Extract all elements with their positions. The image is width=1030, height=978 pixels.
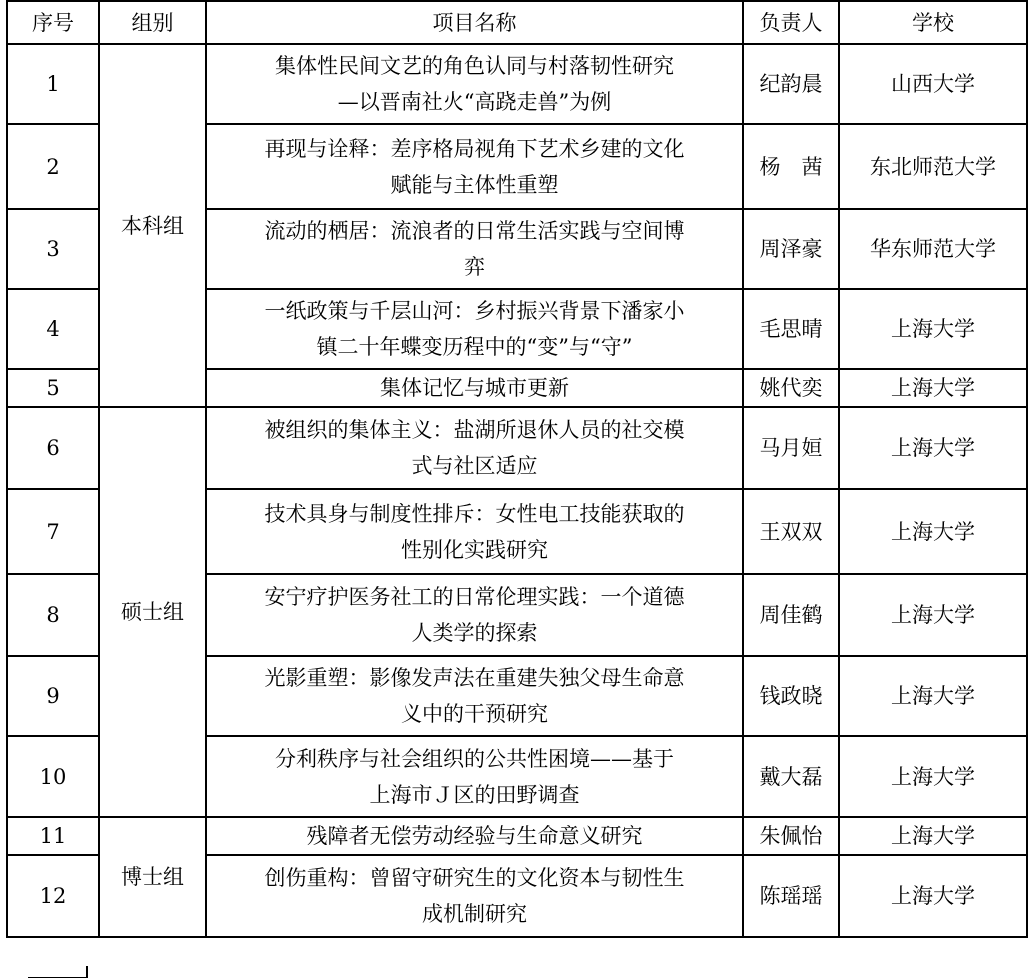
school: 上海大学 — [839, 369, 1027, 407]
project-leader: 戴大磊 — [743, 736, 839, 817]
project-name-line: 集体性民间文艺的角色认同与村落韧性研究 — [275, 54, 674, 78]
project-name-line: 安宁疗护医务社工的日常伦理实践：一个道德 — [264, 585, 685, 609]
header-project-name: 项目名称 — [206, 1, 743, 44]
school: 上海大学 — [839, 855, 1027, 937]
row-number: 11 — [7, 817, 99, 855]
project-name: 残障者无偿劳动经验与生命意义研究 — [206, 817, 743, 855]
project-name-line: 式与社区适应 — [411, 454, 538, 478]
row-number: 5 — [7, 369, 99, 407]
project-name — [206, 855, 743, 937]
project-name — [206, 407, 743, 489]
project-name-line: 上海市Ｊ区的田野调查 — [369, 782, 580, 807]
project-name-line: 弈 — [464, 255, 485, 279]
project-leader: 王双双 — [743, 489, 839, 574]
header-no: 序号 — [7, 1, 99, 44]
project-name — [206, 656, 743, 736]
school: 上海大学 — [839, 289, 1027, 369]
row-number: 12 — [7, 855, 99, 937]
header-school: 学校 — [839, 1, 1027, 44]
row-number: 2 — [7, 124, 99, 209]
project-leader: 毛思晴 — [743, 289, 839, 369]
school: 华东师范大学 — [839, 209, 1027, 289]
project-name: 集体记忆与城市更新 — [206, 369, 743, 407]
project-name-line: 被组织的集体主义：盐湖所退休人员的社交模 — [264, 418, 685, 442]
project-name — [206, 44, 743, 124]
school: 上海大学 — [839, 736, 1027, 817]
row-number: 4 — [7, 289, 99, 369]
project-name-line: 再现与诠释：差序格局视角下艺术乡建的文化 — [264, 136, 685, 161]
row-number: 10 — [7, 736, 99, 817]
project-leader: 纪韵晨 — [743, 44, 839, 124]
project-leader: 姚代奕 — [743, 369, 839, 407]
project-name-line: —以晋南社火“高跷走兽”为例 — [337, 90, 612, 114]
project-name — [206, 736, 743, 817]
table-row — [7, 817, 1027, 855]
project-name-line: 义中的干预研究 — [401, 702, 548, 726]
table-header-row — [7, 1, 1027, 44]
project-name-line: 人类学的探索 — [411, 621, 538, 645]
school: 上海大学 — [839, 656, 1027, 736]
project-table — [6, 0, 1028, 938]
school: 上海大学 — [839, 407, 1027, 489]
project-name — [206, 209, 743, 289]
project-leader: 朱佩怡 — [743, 817, 839, 855]
project-name-line: 分利秩序与社会组织的公共性困境——基于 — [275, 746, 674, 771]
project-name-line: 技术具身与制度性排斥：女性电工技能获取的 — [264, 501, 685, 526]
project-name-line: 流动的栖居：流浪者的日常生活实践与空间博 — [264, 219, 685, 243]
project-name-line: 性别化实践研究 — [401, 537, 548, 562]
header-leader: 负责人 — [743, 1, 839, 44]
group-cell-phd: 博士组 — [99, 817, 206, 937]
table-row — [7, 44, 1027, 124]
project-name-line: 一纸政策与千层山河：乡村振兴背景下潘家小 — [264, 299, 685, 323]
row-number: 6 — [7, 407, 99, 489]
school: 东北师范大学 — [839, 124, 1027, 209]
row-number: 8 — [7, 574, 99, 656]
project-leader: 钱政晓 — [743, 656, 839, 736]
project-leader: 陈瑶瑶 — [743, 855, 839, 937]
school: 上海大学 — [839, 574, 1027, 656]
project-name-line: 镇二十年蝶变历程中的“变”与“守” — [316, 335, 633, 359]
project-name — [206, 489, 743, 574]
header-group: 组别 — [99, 1, 206, 44]
project-name — [206, 289, 743, 369]
school: 上海大学 — [839, 489, 1027, 574]
row-number: 3 — [7, 209, 99, 289]
project-name — [206, 574, 743, 656]
project-leader: 周佳鹤 — [743, 574, 839, 656]
group-cell-master: 硕士组 — [99, 407, 206, 817]
school: 上海大学 — [839, 817, 1027, 855]
row-number: 1 — [7, 44, 99, 124]
table-row — [7, 407, 1027, 489]
school: 山西大学 — [839, 44, 1027, 124]
project-leader: 杨 茜 — [743, 124, 839, 209]
row-number: 7 — [7, 489, 99, 574]
project-leader: 马月姮 — [743, 407, 839, 489]
project-name — [206, 124, 743, 209]
project-name-line: 成机制研究 — [422, 902, 527, 926]
project-name-line: 光影重塑：影像发声法在重建失独父母生命意 — [264, 666, 685, 690]
row-number: 9 — [7, 656, 99, 736]
project-leader: 周泽豪 — [743, 209, 839, 289]
group-cell-undergrad: 本科组 — [99, 44, 206, 407]
project-name-line: 赋能与主体性重塑 — [390, 172, 559, 197]
project-name-line: 创伤重构：曾留守研究生的文化资本与韧性生 — [264, 866, 685, 890]
